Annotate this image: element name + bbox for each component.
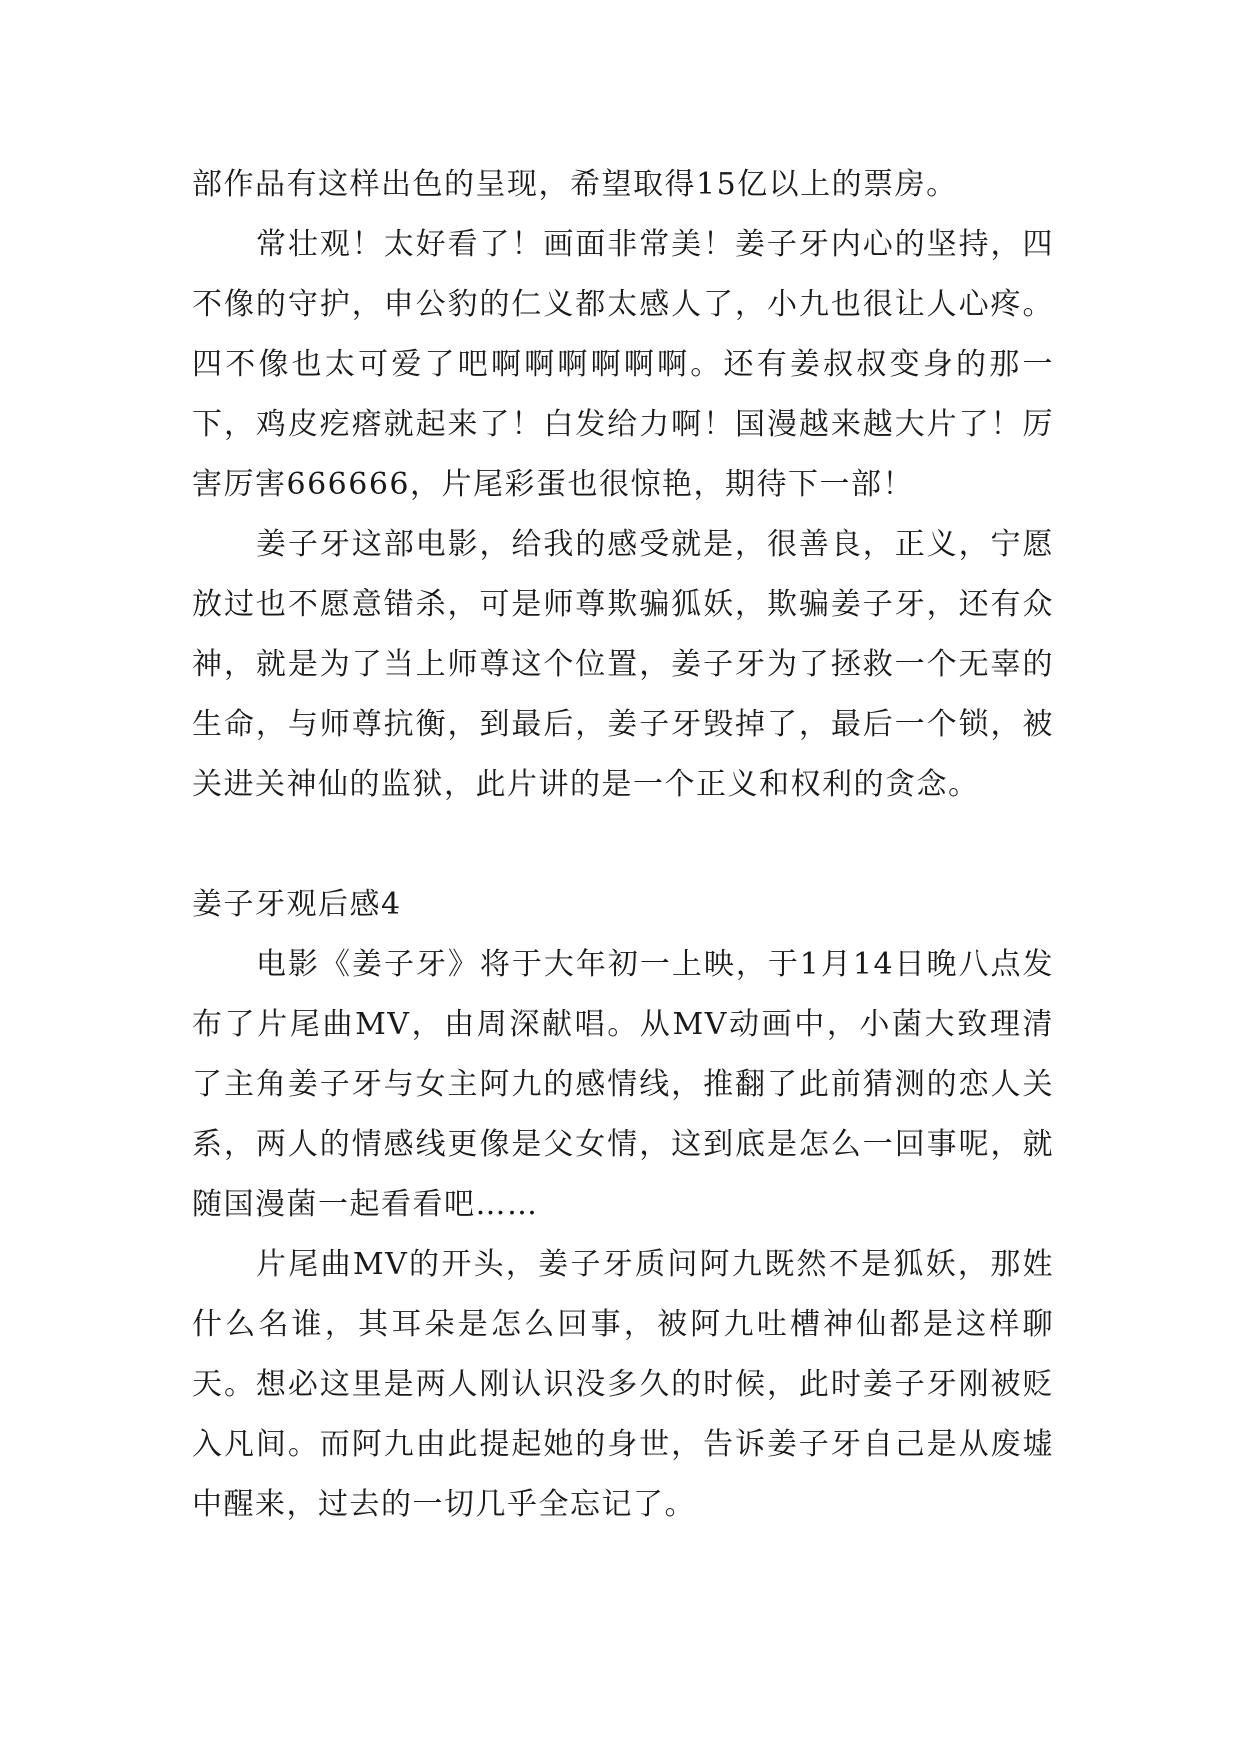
paragraph-4: 电影《姜子牙》将于大年初一上映，于1月14日晚八点发布了片尾曲MV，由周深献唱。从MV动画中，小菌大致理清了主角姜子牙与女主阿九的感情线，推翻了此前猜测的恋人关系，两人的情感线更像是父女情，这到底是怎么一回事呢，就随国漫菌一起看看吧…… [192, 947, 1054, 1222]
paragraph-2: 常壮观！太好看了！画面非常美！姜子牙内心的坚持，四不像的守护，申公豹的仁义都太感人了，小九也很让人心疼。四不像也太可爱了吧啊啊啊啊啊啊。还有姜叔叔变身的那一下，鸡皮疙瘩就起来了！白发给力啊！国漫越来越大片了！厉害厉害666666，片尾彩蛋也很惊艳，期待下一部！ [192, 227, 1054, 502]
document-body [192, 155, 1054, 1535]
section-gap [192, 815, 1054, 875]
paragraph-3: 姜子牙这部电影，给我的感受就是，很善良，正义，宁愿放过也不愿意错杀，可是师尊欺骗狐妖，欺骗姜子牙，还有众神，就是为了当上师尊这个位置，姜子牙为了拯救一个无辜的生命，与师尊抗衡，到最后，姜子牙毁掉了，最后一个锁，被关进关神仙的监狱，此片讲的是一个正义和权利的贪念。 [192, 527, 1054, 802]
paragraph-5: 片尾曲MV的开头，姜子牙质问阿九既然不是狐妖，那姓什么名谁，其耳朵是怎么回事，被阿九吐槽神仙都是这样聊天。想必这里是两人刚认识没多久的时候，此时姜子牙刚被贬入凡间。而阿九由此提起她的身世，告诉姜子牙自己是从废墟中醒来，过去的一切几乎全忘记了。 [192, 1247, 1054, 1522]
section-title: 姜子牙观后感4 [192, 887, 402, 922]
paragraph-1: 部作品有这样出色的呈现，希望取得15亿以上的票房。 [192, 167, 958, 202]
